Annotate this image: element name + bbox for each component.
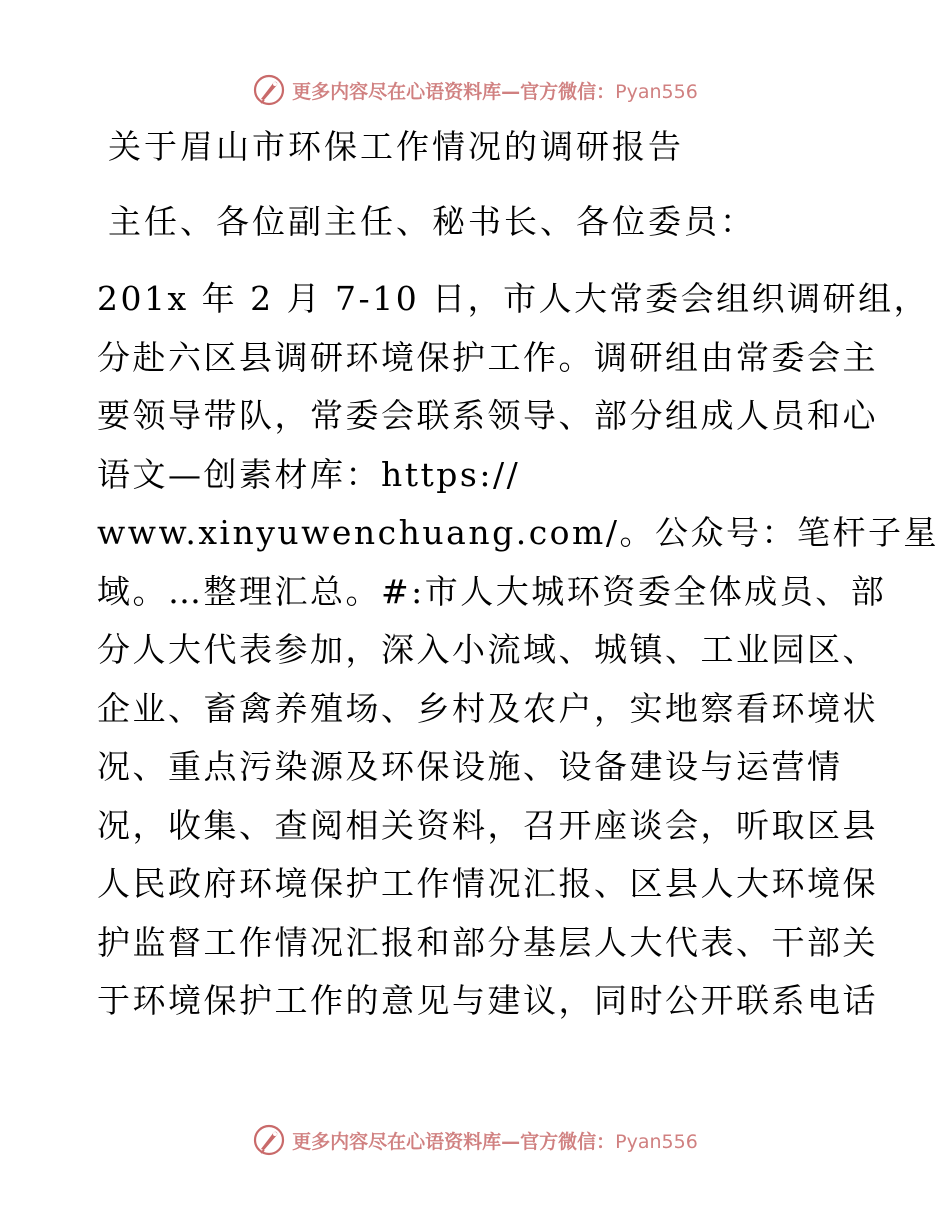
watermark-wechat-id: Pyan556 [615, 1130, 698, 1153]
body-line: 分赴六区县调研环境保护工作。调研组由常委会主 [97, 337, 878, 377]
body-line: 于环境保护工作的意见与建议，同时公开联系电话 [97, 981, 878, 1020]
document-title: 关于眉山市环保工作情况的调研报告 [108, 127, 684, 166]
body-line: 语文—创素材库：https:// [97, 454, 521, 494]
body-line: 况、重点污染源及环保设施、设备建设与运营情 [97, 747, 843, 786]
body-line: www.xinyuwenchuang.com/。公众号：笔杆子星 [97, 513, 939, 552]
header-watermark [0, 70, 950, 110]
watermark-text: 更多内容尽在心语资料库—官方微信： [292, 80, 616, 103]
body-line: 域。…整理汇总。#:市人大城环资委全体成员、部 [97, 571, 887, 611]
quill-pen-logo-icon [252, 1123, 286, 1157]
body-line: 201x 年 2 月 7-10 日，市人大常委会组织调研组， [97, 279, 930, 318]
quill-pen-logo-icon [252, 73, 286, 107]
body-text [97, 270, 939, 1031]
body-line: 分人大代表参加，深入小流域、城镇、工业园区、 [97, 630, 878, 669]
body-line: 护监督工作情况汇报和部分基层人大代表、干部关 [97, 922, 878, 962]
body-line: 要领导带队，常委会联系领导、部分组成人员和心 [97, 396, 878, 435]
footer-watermark [0, 1120, 950, 1160]
body-line: 企业、畜禽养殖场、乡村及农户，实地察看环境状 [97, 688, 878, 728]
watermark-text: 更多内容尽在心语资料库—官方微信： [292, 1130, 616, 1153]
watermark-wechat-id: Pyan556 [615, 80, 698, 103]
salutation: 主任、各位副主任、秘书长、各位委员： [108, 202, 756, 241]
body-line: 人民政府环境保护工作情况汇报、区县人大环境保 [97, 864, 878, 903]
body-line: 况，收集、查阅相关资料，召开座谈会，听取区县 [97, 805, 878, 845]
